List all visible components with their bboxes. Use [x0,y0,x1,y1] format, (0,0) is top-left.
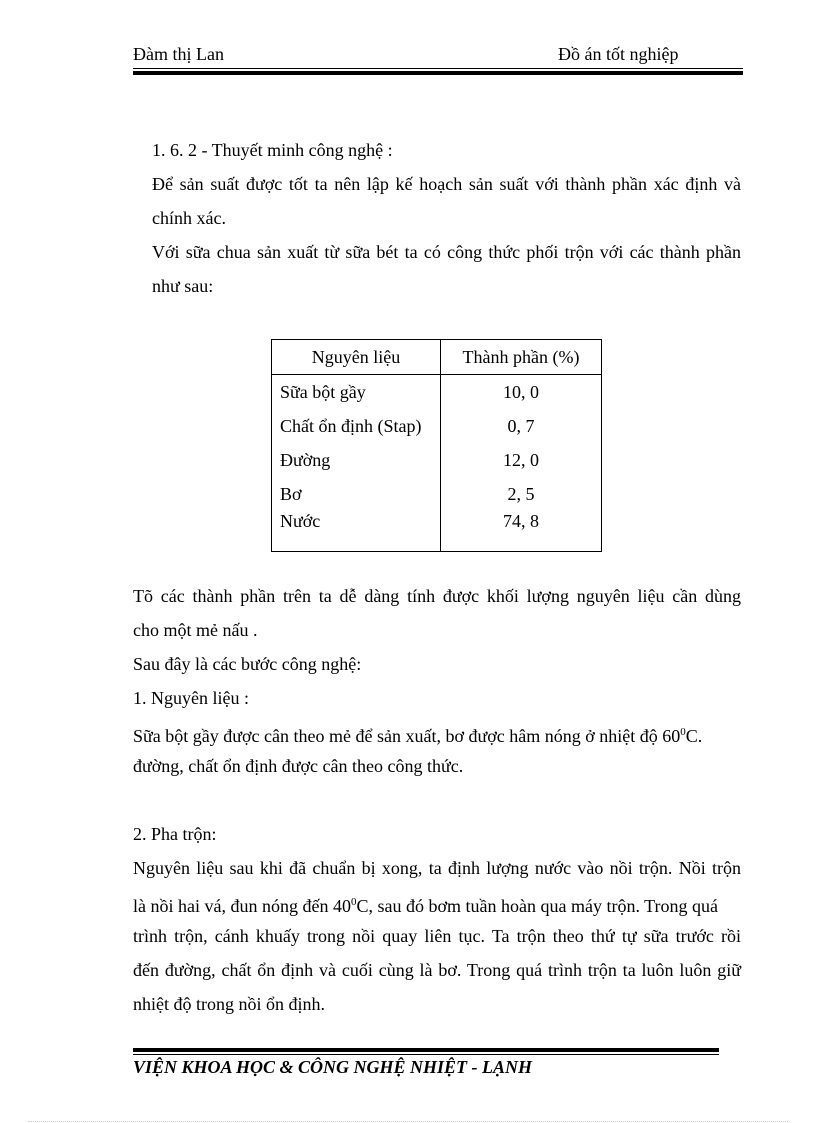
intro-line-1: Để sản suất được tốt ta nên lập kế hoạch sản suất với thành phần xác định và [152,174,741,194]
table-cell-percent: 10, 0 [441,375,602,410]
header-doc-title: Đồ án tốt nghiệp [558,44,679,64]
header-rule-thin [133,68,743,69]
table-row [272,477,602,511]
step-2-line-2 [133,885,718,923]
footer-rule-thick [133,1048,719,1052]
section-heading: 1. 6. 2 - Thuyết minh công nghệ : [152,140,393,160]
step-2-line-1: Nguyên liệu sau khi đã chuẩn bị xong, ta định lượng nước vào nồi trộn. Nồi trộn [133,858,741,878]
footer-rule-thin [133,1054,719,1055]
step-2-line-2-text: là nồi hai vá, đun nóng đến 40 [133,896,351,916]
table-cell-percent: 74, 8 [441,511,602,552]
table-cell-ingredient: Đường [272,443,441,477]
step-1-degree-sup: 0 [680,726,686,738]
step-1-line-2: đường, chất ổn định được cân theo công thức. [133,756,464,776]
table-cell-ingredient: Bơ [272,477,441,511]
step-2-line-3: trình trộn, cánh khuấy trong nồi quay liên tục. Ta trộn theo thứ tự sữa trước rồi [133,926,741,946]
table-cell-ingredient: Chất ổn định (Stap) [272,409,441,443]
step-2-title: 2. Pha trộn: [133,824,217,844]
after-table-line-1: Tõ các thành phần trên ta dễ dàng tính được khối lượng nguyên liệu cần dùng [133,586,741,606]
step-2-line-4: đến đường, chất ổn định và cuối cùng là bơ. Trong quá trình trộn ta luôn luôn giữ [133,960,741,980]
footer-institute: VIỆN KHOA HỌC & CÔNG NGHỆ NHIỆT - LẠNH [133,1057,533,1077]
intro-line-3: Với sữa chua sản xuất từ sữa bét ta có công thức phối trộn với các thành phần [152,242,741,262]
step-1-line-1-text: Sữa bột gầy được cân theo mẻ để sản xuất, bơ được hâm nóng ở nhiệt độ 60 [133,726,681,746]
header-author: Đàm thị Lan [133,44,224,64]
intro-line-4: như sau: [152,276,214,296]
step-1-title: 1. Nguyên liệu : [133,688,249,708]
step-1-line-1-unit: C. [685,726,703,746]
table-row [272,409,602,443]
after-table-line-3: Sau đây là các bước công nghệ: [133,654,362,674]
step-1-line-1 [133,715,702,753]
table-header-percent: Thành phần (%) [441,340,602,375]
table-cell-ingredient: Sữa bột gầy [272,375,441,410]
composition-table [271,339,602,552]
intro-line-2: chính xác. [152,208,226,228]
table-row [272,443,602,477]
after-table-line-2: cho một mẻ nấu . [133,620,258,640]
table-header-ingredient: Nguyên liệu [272,340,441,375]
step-2-degree-sup: 0 [350,896,357,908]
header-rule-thick [133,71,743,75]
table-header-row [272,340,602,375]
step-2-line-2-rest: C, sau đó bơm tuần hoàn qua máy trộn. Trong quá [356,896,718,916]
table-cell-percent: 12, 0 [441,443,602,477]
table-cell-percent: 2, 5 [441,477,602,511]
page-edge-dotted-line [28,1121,788,1122]
table-row [272,375,602,410]
table-cell-ingredient: Nước [272,511,441,552]
table-cell-percent: 0, 7 [441,409,602,443]
step-2-line-5: nhiệt độ trong nồi ổn định. [133,994,325,1014]
table-row [272,511,602,552]
